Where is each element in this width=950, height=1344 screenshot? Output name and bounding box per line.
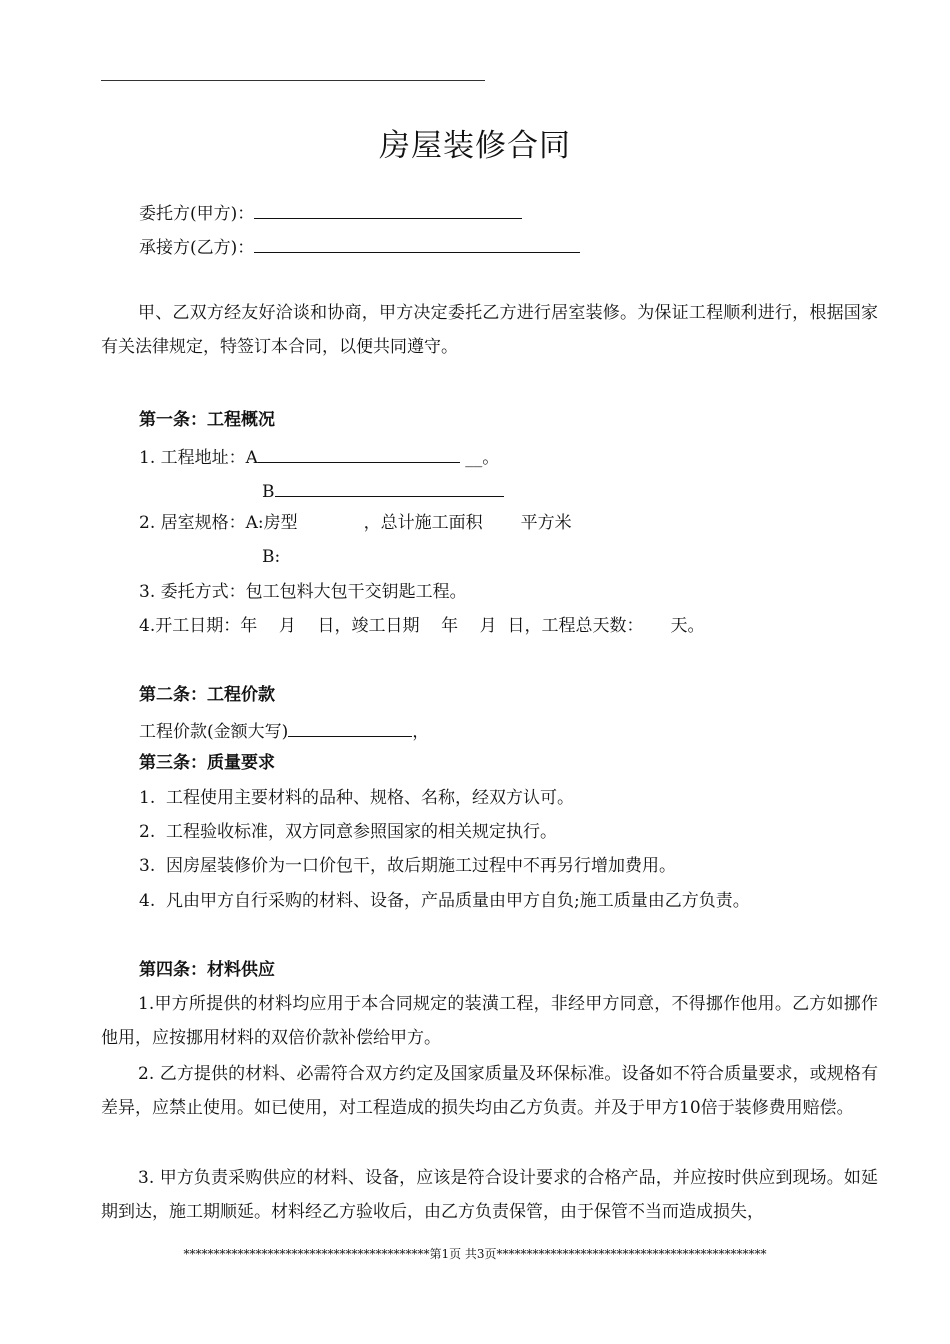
party-b-line: [139, 234, 580, 259]
article1-heading: 第一条：工程概况: [139, 410, 275, 430]
article1-item4: 4.开工日期：年 月 日，竣工日期 年 月 日，工程总天数： 天。: [139, 616, 705, 636]
party-b-label: 承接方(乙方)：: [139, 238, 255, 258]
article4-heading: 第四条：材料供应: [139, 960, 275, 980]
article1-item2-b: B:: [262, 547, 281, 567]
document-title: 房屋装修合同: [379, 128, 571, 164]
article1-item1-b: B: [262, 478, 504, 503]
party-b-blank: [254, 234, 580, 253]
party-a-line: [139, 200, 522, 225]
address-b-blank: [275, 478, 504, 497]
header-rule: [101, 80, 485, 81]
address-a-blank: [258, 444, 460, 463]
article2-price: 工程价款(金额大写) ，: [139, 718, 429, 743]
article4-paragraph-2: 2. 乙方提供的材料、必需符合双方约定及国家质量及环保标准。设备如不符合质量要求，或规格有差异，应禁止使用。如已使用，对工程造成的损失均由乙方负责。并及于甲方10倍于装修费用赔偿。: [101, 1064, 878, 1118]
intro-paragraph: 甲、乙双方经友好洽谈和协商，甲方决定委托乙方进行居室装修。为保证工程顺利进行，根据国家有关法律规定，特签订本合同，以便共同遵守。: [101, 303, 878, 357]
party-a-blank: [254, 200, 522, 219]
article2-heading: 第二条：工程价款: [139, 685, 275, 705]
party-a-label: 委托方(甲方)：: [139, 204, 255, 224]
article3-item: 3. 因房屋装修价为一口价包干，故后期施工过程中不再另行增加费用。: [139, 856, 677, 876]
article1-item1: 1. 工程地址：A __。: [139, 444, 499, 469]
article3-heading: 第三条：质量要求: [139, 753, 275, 773]
article4-paragraph-3: 3. 甲方负责采购供应的材料、设备，应该是符合设计要求的合格产品，并应按时供应到现场。如延期到达，施工期顺延。材料经乙方验收后，由乙方负责保管，由于保管不当而造成损失，: [101, 1168, 878, 1222]
article3-item: 2. 工程验收标准，双方同意参照国家的相关规定执行。: [139, 822, 558, 842]
article4-paragraph-1: 1.甲方所提供的材料均应用于本合同规定的装潢工程，非经甲方同意，不得挪作他用。乙方如挪作他用，应按挪用材料的双倍价款补偿给甲方。: [101, 994, 878, 1048]
page-footer: *****************************************第1页 共3页*********************************************: [183, 1247, 767, 1261]
article3-item: 1. 工程使用主要材料的品种、规格、名称，经双方认可。: [139, 788, 575, 808]
article3-item: 4. 凡由甲方自行采购的材料、设备，产品质量由甲方自负;施工质量由乙方负责。: [139, 891, 750, 911]
price-blank: [288, 718, 412, 737]
article1-item3: 3. 委托方式：包工包料大包干交钥匙工程。: [139, 582, 467, 602]
article1-item2: 2. 居室规格：A:房型 ，总计施工面积 平方米: [139, 513, 572, 533]
